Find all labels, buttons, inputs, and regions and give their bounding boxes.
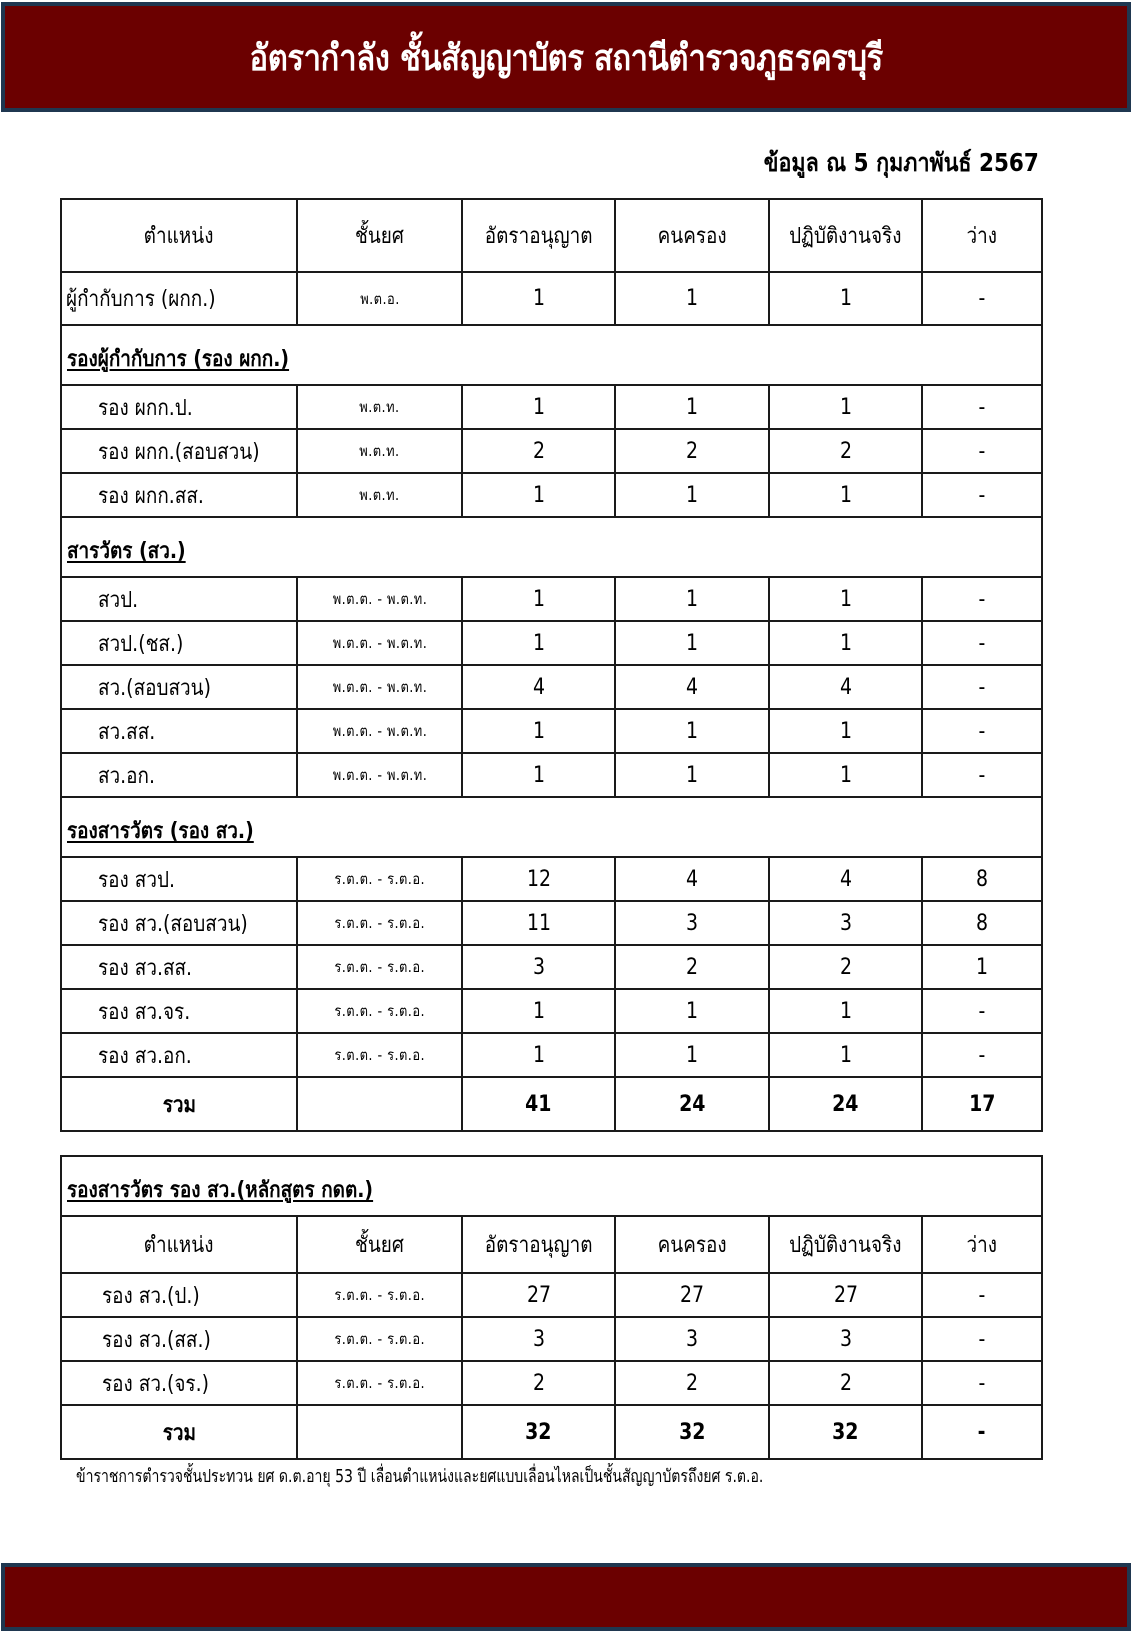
total-rank <box>297 1077 462 1131</box>
cell-rank: พ.ต.ท. <box>297 473 462 517</box>
table-row <box>61 1033 1042 1077</box>
header-occupied: คนครอง <box>615 1216 769 1273</box>
cell-rank: ร.ต.ต. - ร.ต.อ. <box>297 945 462 989</box>
table-row <box>61 1361 1042 1405</box>
cell-rank: ร.ต.ต. - ร.ต.อ. <box>297 1033 462 1077</box>
cell-rank: ร.ต.ต. - ร.ต.อ. <box>297 1361 462 1405</box>
cell-position: สว.สส. <box>61 709 297 753</box>
cell-actual: 1 <box>769 577 922 621</box>
cell-occupied: 1 <box>615 1033 769 1077</box>
cell-occupied: 1 <box>615 989 769 1033</box>
cell-vacant: - <box>922 621 1042 665</box>
cell-vacant: 8 <box>922 857 1042 901</box>
cell-position: สวป. <box>61 577 297 621</box>
section-title: รองผู้กำกับการ (รอง ผกก.) <box>61 325 1042 385</box>
total-actual: 24 <box>769 1077 922 1131</box>
cell-position: สว.อก. <box>61 753 297 797</box>
table-header-row <box>61 199 1042 272</box>
cell-vacant: - <box>922 1273 1042 1317</box>
section-row <box>61 325 1042 385</box>
cell-position: สวป.(ชส.) <box>61 621 297 665</box>
cell-authorized: 12 <box>462 857 615 901</box>
cell-occupied: 1 <box>615 473 769 517</box>
header-rank: ชั้นยศ <box>297 199 462 272</box>
header-actual: ปฏิบัติงานจริง <box>769 199 922 272</box>
total-rank <box>297 1405 462 1459</box>
cell-authorized: 1 <box>462 989 615 1033</box>
cell-occupied: 1 <box>615 753 769 797</box>
cell-occupied: 1 <box>615 272 769 325</box>
table-row <box>61 473 1042 517</box>
cell-authorized: 3 <box>462 945 615 989</box>
table-row <box>61 989 1042 1033</box>
cell-vacant: - <box>922 753 1042 797</box>
cell-position: รอง สว.อก. <box>61 1033 297 1077</box>
cell-vacant: - <box>922 272 1042 325</box>
cell-rank: พ.ต.ต. - พ.ต.ท. <box>297 709 462 753</box>
cell-vacant: - <box>922 665 1042 709</box>
cell-position: ผู้กำกับการ (ผกก.) <box>61 272 297 325</box>
table-row <box>61 945 1042 989</box>
cell-authorized: 1 <box>462 709 615 753</box>
table-row <box>61 1317 1042 1361</box>
cell-rank: ร.ต.ต. - ร.ต.อ. <box>297 989 462 1033</box>
table-row <box>61 1273 1042 1317</box>
section-title: สารวัตร (สว.) <box>61 517 1042 577</box>
header-rank: ชั้นยศ <box>297 1216 462 1273</box>
table-row <box>61 429 1042 473</box>
page-title: อัตรากำลัง ชั้นสัญญาบัตร สถานีตำรวจภูธรครบุรี <box>249 37 883 79</box>
table-row <box>61 901 1042 945</box>
cell-rank: พ.ต.ต. - พ.ต.ท. <box>297 753 462 797</box>
header-vacant: ว่าง <box>922 1216 1042 1273</box>
cell-vacant: 1 <box>922 945 1042 989</box>
cell-authorized: 1 <box>462 385 615 429</box>
cell-occupied: 4 <box>615 665 769 709</box>
title-banner <box>1 2 1131 112</box>
cell-authorized: 4 <box>462 665 615 709</box>
cell-occupied: 2 <box>615 429 769 473</box>
cell-position: รอง ผกก.สส. <box>61 473 297 517</box>
cell-rank: ร.ต.ต. - ร.ต.อ. <box>297 1317 462 1361</box>
cell-vacant: - <box>922 1317 1042 1361</box>
cell-actual: 3 <box>769 901 922 945</box>
total-occupied: 24 <box>615 1077 769 1131</box>
cell-authorized: 1 <box>462 577 615 621</box>
cell-actual: 1 <box>769 473 922 517</box>
cell-position: รอง สว.(ป.) <box>61 1273 297 1317</box>
cell-position: รอง สว.(สส.) <box>61 1317 297 1361</box>
cell-occupied: 27 <box>615 1273 769 1317</box>
cell-vacant: - <box>922 709 1042 753</box>
cell-actual: 1 <box>769 1033 922 1077</box>
cell-position: รอง สว.สส. <box>61 945 297 989</box>
officer-strength-table <box>60 198 1043 1132</box>
cell-rank: พ.ต.อ. <box>297 272 462 325</box>
table-row <box>61 577 1042 621</box>
cell-actual: 1 <box>769 385 922 429</box>
footnote: ข้าราชการตำรวจชั้นประทวน ยศ ด.ต.อายุ 53 ปี เลื่อนตำแหน่งและยศแบบเลื่อนไหลเป็นชั้นสัญญาบัตรถึงยศ ร.ต.อ. <box>76 1466 764 1487</box>
cell-actual: 2 <box>769 429 922 473</box>
total-authorized: 32 <box>462 1405 615 1459</box>
total-vacant: 17 <box>922 1077 1042 1131</box>
cell-position: รอง ผกก.(สอบสวน) <box>61 429 297 473</box>
table-row-commander <box>61 272 1042 325</box>
cell-actual: 1 <box>769 272 922 325</box>
cell-authorized: 11 <box>462 901 615 945</box>
table-row <box>61 709 1042 753</box>
cell-occupied: 3 <box>615 1317 769 1361</box>
total-vacant: - <box>922 1405 1042 1459</box>
total-row <box>61 1405 1042 1459</box>
cell-vacant: - <box>922 577 1042 621</box>
cell-authorized: 1 <box>462 753 615 797</box>
cell-vacant: - <box>922 473 1042 517</box>
cell-rank: ร.ต.ต. - ร.ต.อ. <box>297 857 462 901</box>
cell-occupied: 1 <box>615 621 769 665</box>
cell-occupied: 2 <box>615 1361 769 1405</box>
cell-authorized: 3 <box>462 1317 615 1361</box>
cell-vacant: - <box>922 989 1042 1033</box>
total-occupied: 32 <box>615 1405 769 1459</box>
cell-actual: 1 <box>769 709 922 753</box>
cell-position: รอง สว.(สอบสวน) <box>61 901 297 945</box>
cell-occupied: 2 <box>615 945 769 989</box>
cell-position: สว.(สอบสวน) <box>61 665 297 709</box>
total-label: รวม <box>61 1405 297 1459</box>
cell-vacant: 8 <box>922 901 1042 945</box>
section-title: รองสารวัตร รอง สว.(หลักสูตร กดต.) <box>61 1156 1042 1216</box>
total-authorized: 41 <box>462 1077 615 1131</box>
cell-actual: 1 <box>769 989 922 1033</box>
cell-vacant: - <box>922 1361 1042 1405</box>
cell-actual: 2 <box>769 1361 922 1405</box>
cell-occupied: 1 <box>615 709 769 753</box>
cell-rank: ร.ต.ต. - ร.ต.อ. <box>297 901 462 945</box>
cell-actual: 27 <box>769 1273 922 1317</box>
cell-occupied: 4 <box>615 857 769 901</box>
cell-position: รอง สว.จร. <box>61 989 297 1033</box>
cell-actual: 4 <box>769 857 922 901</box>
cell-rank: ร.ต.ต. - ร.ต.อ. <box>297 1273 462 1317</box>
footer-banner <box>1 1563 1131 1631</box>
table-row <box>61 385 1042 429</box>
header-actual: ปฏิบัติงานจริง <box>769 1216 922 1273</box>
cell-rank: พ.ต.ท. <box>297 429 462 473</box>
cell-actual: 1 <box>769 621 922 665</box>
data-as-of-date: ข้อมูล ณ 5 กุมภาพันธ์ 2567 <box>763 148 1039 177</box>
cell-vacant: - <box>922 385 1042 429</box>
header-occupied: คนครอง <box>615 199 769 272</box>
cell-occupied: 1 <box>615 577 769 621</box>
cell-authorized: 2 <box>462 429 615 473</box>
cell-occupied: 3 <box>615 901 769 945</box>
cell-position: รอง สวป. <box>61 857 297 901</box>
header-authorized: อัตราอนุญาต <box>462 1216 615 1273</box>
cell-position: รอง สว.(จร.) <box>61 1361 297 1405</box>
table-row <box>61 857 1042 901</box>
cell-rank: พ.ต.ต. - พ.ต.ท. <box>297 665 462 709</box>
cell-vacant: - <box>922 429 1042 473</box>
cell-authorized: 1 <box>462 621 615 665</box>
course-officer-table <box>60 1155 1043 1460</box>
cell-occupied: 1 <box>615 385 769 429</box>
cell-authorized: 1 <box>462 1033 615 1077</box>
header-vacant: ว่าง <box>922 199 1042 272</box>
cell-vacant: - <box>922 1033 1042 1077</box>
header-authorized: อัตราอนุญาต <box>462 199 615 272</box>
cell-authorized: 2 <box>462 1361 615 1405</box>
total-actual: 32 <box>769 1405 922 1459</box>
cell-actual: 3 <box>769 1317 922 1361</box>
cell-authorized: 1 <box>462 473 615 517</box>
section-row <box>61 797 1042 857</box>
section-row <box>61 1156 1042 1216</box>
header-position: ตำแหน่ง <box>61 199 297 272</box>
cell-actual: 1 <box>769 753 922 797</box>
cell-rank: พ.ต.ท. <box>297 385 462 429</box>
cell-authorized: 27 <box>462 1273 615 1317</box>
table-header-row <box>61 1216 1042 1273</box>
cell-rank: พ.ต.ต. - พ.ต.ท. <box>297 577 462 621</box>
cell-actual: 4 <box>769 665 922 709</box>
total-row <box>61 1077 1042 1131</box>
table-row <box>61 665 1042 709</box>
cell-rank: พ.ต.ต. - พ.ต.ท. <box>297 621 462 665</box>
header-position: ตำแหน่ง <box>61 1216 297 1273</box>
cell-position: รอง ผกก.ป. <box>61 385 297 429</box>
table-row <box>61 753 1042 797</box>
cell-authorized: 1 <box>462 272 615 325</box>
section-title: รองสารวัตร (รอง สว.) <box>61 797 1042 857</box>
table-row <box>61 621 1042 665</box>
cell-actual: 2 <box>769 945 922 989</box>
section-row <box>61 517 1042 577</box>
total-label: รวม <box>61 1077 297 1131</box>
